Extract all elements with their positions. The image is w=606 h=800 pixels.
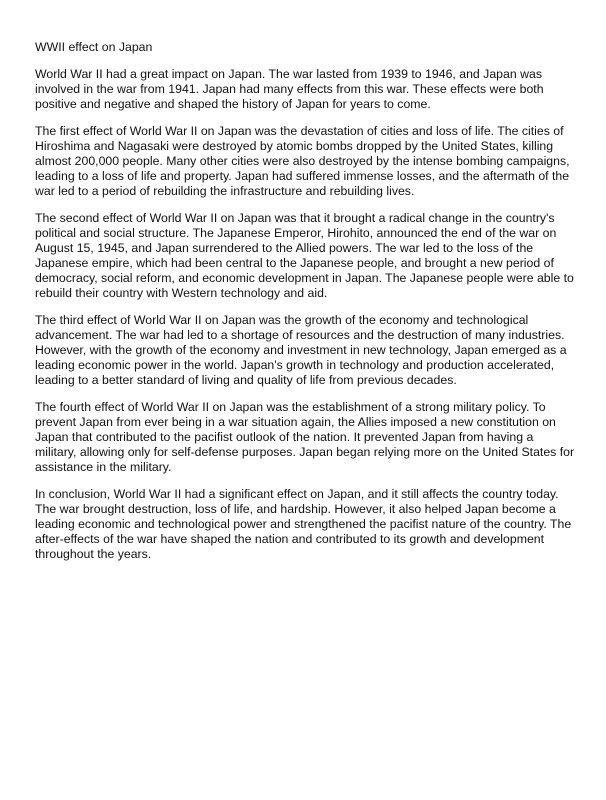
paragraph-conclusion: In conclusion, World War II had a significant effect on Japan, and it still affects the country today. The war brought destruction, loss of life, and hardship. However, it also helped Japan become a leading economic and technological power and strengthened the pacifist nature of the country. The after-effects of the war have shaped the nation and contributed to its growth and development throughout the years. xyxy=(35,487,572,561)
paragraph-fourth-effect: The fourth effect of World War II on Japan was the establishment of a strong military policy. To prevent Japan from ever being in a war situation again, the Allies imposed a new constitution on Japan that contributed to the pacifist outlook of the nation. It prevented Japan from having a military, allowing only for self-defense purposes. Japan began relying more on the United States for assistance in the military. xyxy=(35,400,575,474)
document-title: WWII effect on Japan xyxy=(35,40,153,54)
paragraph-first-effect: The first effect of World War II on Japan was the devastation of cities and loss of life. The cities of Hiroshima and Nagasaki were destroyed by atomic bombs dropped by the United States, killing almost 200,000 people. Many other cities were also destroyed by the intense bombing campaigns, leading to a loss of life and property. Japan had suffered immense losses, and the aftermath of the war led to a period of rebuilding the infrastructure and rebuilding lives. xyxy=(35,124,570,198)
paragraph-second-effect: The second effect of World War II on Japan was that it brought a radical change in the country's political and social structure. The Japanese Emperor, Hirohito, announced the end of the war on August 15, 1945, and Japan surrendered to the Allied powers. The war led to the loss of the Japanese empire, which had been central to the Japanese people, and brought a new period of democracy, social reform, and economic development in Japan. The Japanese people were able to rebuild their country with Western technology and aid. xyxy=(35,211,574,300)
paragraph-third-effect: The third effect of World War II on Japan was the growth of the economy and technological advancement. The war had led to a shortage of resources and the destruction of many industries. However, with the growth of the economy and investment in new technology, Japan emerged as a leading economic power in the world. Japan's growth in technology and production accelerated, leading to a better standard of living and quality of life from previous decades. xyxy=(35,313,567,387)
paragraph-introduction: World War II had a great impact on Japan. The war lasted from 1939 to 1946, and Japan was involved in the war from 1941. Japan had many effects from this war. These effects were both positive and negative and shaped the history of Japan for years to come. xyxy=(35,67,544,111)
